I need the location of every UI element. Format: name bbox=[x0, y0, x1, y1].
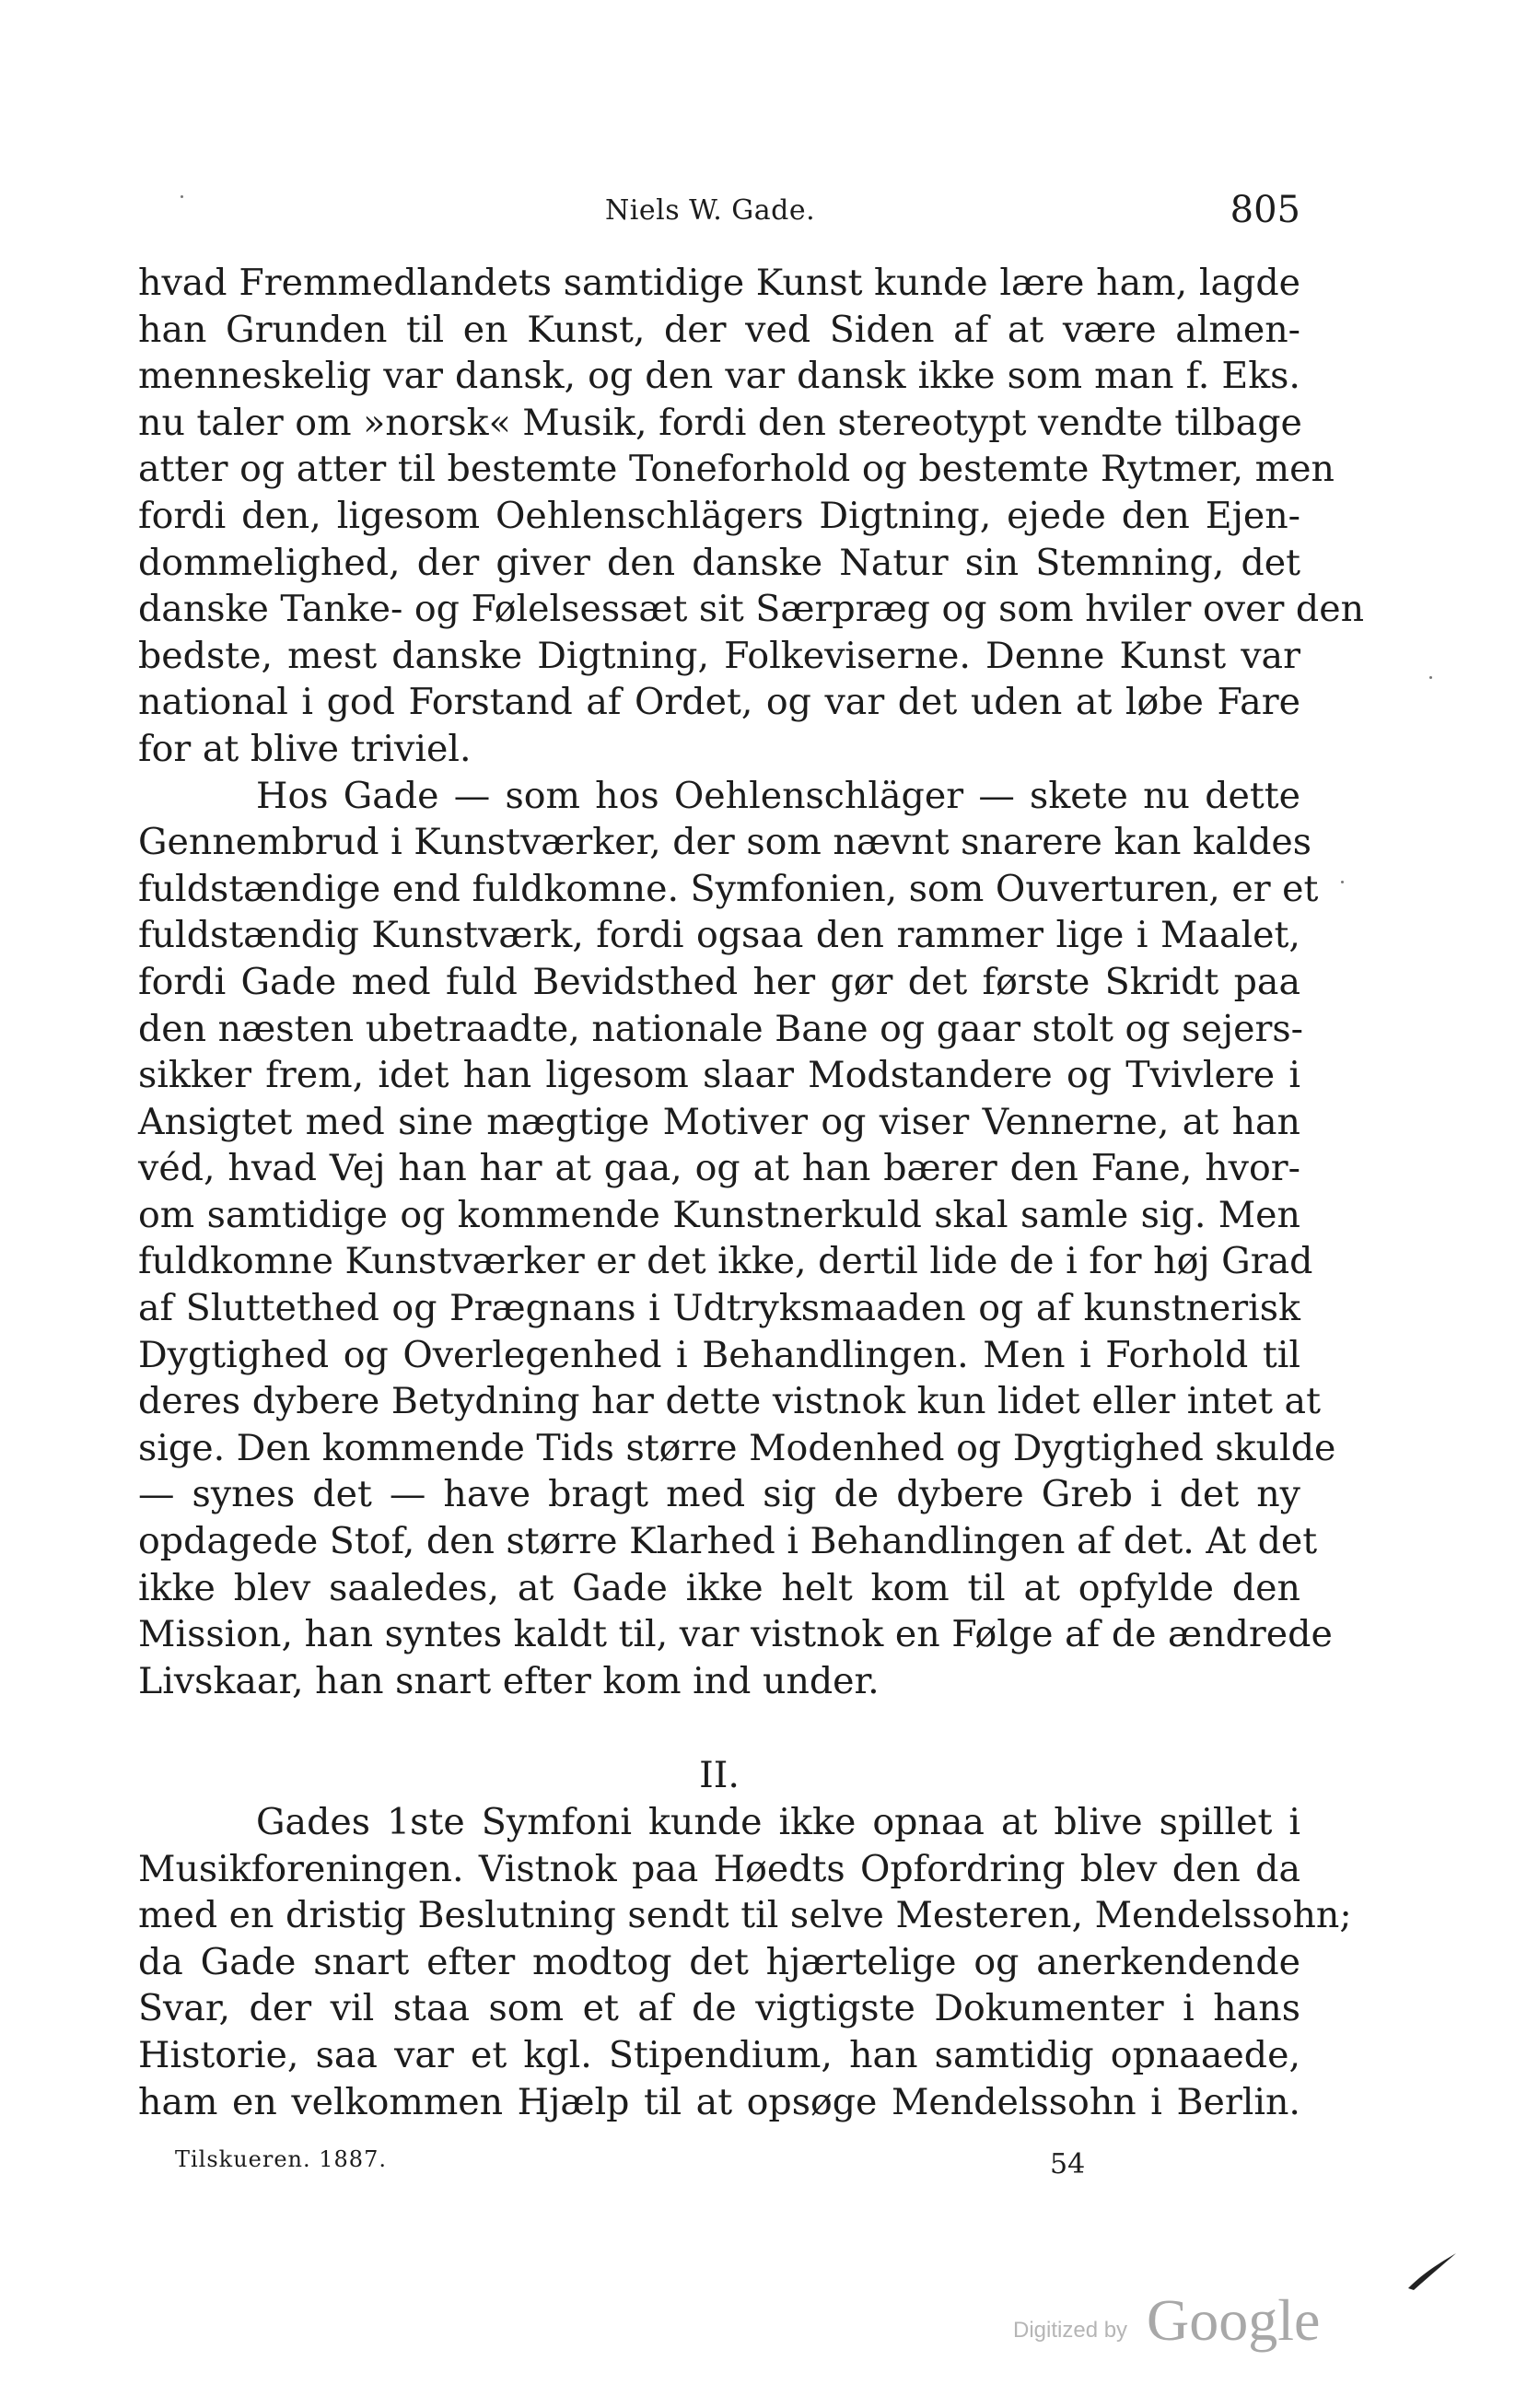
text-line: af Sluttethed og Prægnans i Udtryksmaaden og af kunstnerisk bbox=[138, 1287, 1300, 1330]
text-line: den næsten ubetraadte, nationale Bane og gaar stolt og sejers- bbox=[138, 1007, 1303, 1050]
text-line: national i god Forstand af Ordet, og var det uden at løbe Fare bbox=[138, 681, 1300, 724]
section-heading: II. bbox=[699, 1754, 740, 1797]
running-title: Niels W. Gade. bbox=[605, 194, 816, 227]
paper-speck bbox=[181, 195, 183, 198]
text-line: fuldkomne Kunstværker er det ikke, dertil lide de i for høj Grad bbox=[138, 1240, 1313, 1283]
body-text bbox=[138, 260, 1365, 2125]
text-line: danske Tanke- og Følelsessæt sit Særpræg og som hviler over den bbox=[138, 588, 1365, 631]
text-line: da Gade snart efter modtog det hjærtelige og anerkendende bbox=[138, 1940, 1300, 1983]
text-line: om samtidige og kommende Kunstnerkuld skal samle sig. Men bbox=[138, 1193, 1300, 1236]
google-logo: Google bbox=[1147, 2287, 1321, 2353]
text-line: Livskaar, han snart efter kom ind under. bbox=[138, 1659, 880, 1702]
text-line: sikker frem, idet han ligesom slaar Modstandere og Tvivlere i bbox=[138, 1054, 1300, 1097]
page-footer bbox=[175, 2146, 1096, 2183]
text-line: atter og atter til bestemte Toneforhold og bestemte Rytmer, men bbox=[138, 448, 1335, 491]
text-line: bedste, mest danske Digtning, Folkeviserne. Denne Kunst var bbox=[138, 634, 1300, 677]
text-line: ikke blev saaledes, at Gade ikke helt kom til at opfylde den bbox=[138, 1566, 1300, 1609]
text-line: sige. Den kommende Tids større Modenhed og Dygtighed skulde bbox=[138, 1426, 1336, 1469]
text-line: fuldstændig Kunstværk, fordi ogsaa den rammer lige i Maalet, bbox=[138, 914, 1300, 957]
text-line: fordi Gade med fuld Bevidsthed her gør det første Skridt paa bbox=[138, 960, 1300, 1003]
text-line: Svar, der vil staa som et af de vigtigste Dokumenter i hans bbox=[138, 1987, 1300, 2030]
text-line: — synes det — have bragt med sig de dybere Greb i det ny bbox=[138, 1473, 1300, 1516]
digitized-by-label: Digitized by bbox=[1013, 2318, 1128, 2343]
text-line: med en dristig Beslutning sendt til selve Mesteren, Mendelssohn; bbox=[138, 1894, 1352, 1937]
text-line: Historie, saa var et kgl. Stipendium, han samtidig opnaaede, bbox=[138, 2033, 1300, 2076]
digitized-watermark bbox=[1013, 2285, 1363, 2358]
text-line: for at blive triviel. bbox=[138, 727, 472, 770]
text-line: menneskelig var dansk, og den var dansk ikke som man f. Eks. bbox=[138, 355, 1300, 398]
section-gap bbox=[138, 1704, 1300, 1752]
text-line: Ansigtet med sine mægtige Motiver og viser Vennerne, at han bbox=[138, 1100, 1300, 1143]
text-line: nu taler om »norsk« Musik, fordi den stereotypt vendte tilbage bbox=[138, 401, 1302, 444]
text-line: dommelighed, der giver den danske Natur sin Stemning, det bbox=[138, 541, 1300, 584]
text-line: Gades 1ste Symfoni kunde ikke opnaa at blive spillet i bbox=[256, 1801, 1300, 1843]
text-line: hvad Fremmedlandets samtidige Kunst kunde lære ham, lagde bbox=[138, 262, 1300, 304]
text-line: Mission, han syntes kaldt til, var vistnok en Følge af de ændrede bbox=[138, 1613, 1333, 1656]
signature-mark: 54 bbox=[1050, 2148, 1086, 2180]
paper-speck bbox=[1341, 881, 1344, 883]
text-line: Hos Gade — som hos Oehlenschläger — skete nu dette bbox=[256, 774, 1300, 817]
paper-speck bbox=[1429, 676, 1432, 679]
page-number: 805 bbox=[1230, 189, 1300, 231]
text-line: deres dybere Betydning har dette vistnok kun lidet eller intet at bbox=[138, 1380, 1321, 1423]
text-line: opdagede Stof, den større Klarhed i Behandlingen af det. At det bbox=[138, 1520, 1318, 1563]
printer-signature: Tilskueren. 1887. bbox=[175, 2146, 387, 2172]
text-line: Musikforeningen. Vistnok paa Høedts Opfordring blev den da bbox=[138, 1847, 1300, 1890]
text-line: Dygtighed og Overlegenhed i Behandlingen. Men i Forhold til bbox=[138, 1333, 1300, 1376]
text-line: han Grunden til en Kunst, der ved Siden af at være almen- bbox=[138, 308, 1300, 351]
text-line: fordi den, ligesom Oehlenschlägers Digtning, ejede den Ejen- bbox=[138, 494, 1300, 537]
ink-mark-icon bbox=[1405, 2248, 1460, 2294]
text-line: ham en velkommen Hjælp til at opsøge Mendelssohn i Berlin. bbox=[138, 2080, 1300, 2123]
text-line: fuldstændige end fuldkomne. Symfonien, som Ouverturen, er et bbox=[138, 867, 1319, 910]
page-header bbox=[140, 189, 1300, 235]
text-line: véd, hvad Vej han har at gaa, og at han bærer den Fane, hvor- bbox=[138, 1147, 1300, 1190]
text-line: Gennembrud i Kunstværker, der som nævnt snarere kan kaldes bbox=[138, 821, 1312, 864]
